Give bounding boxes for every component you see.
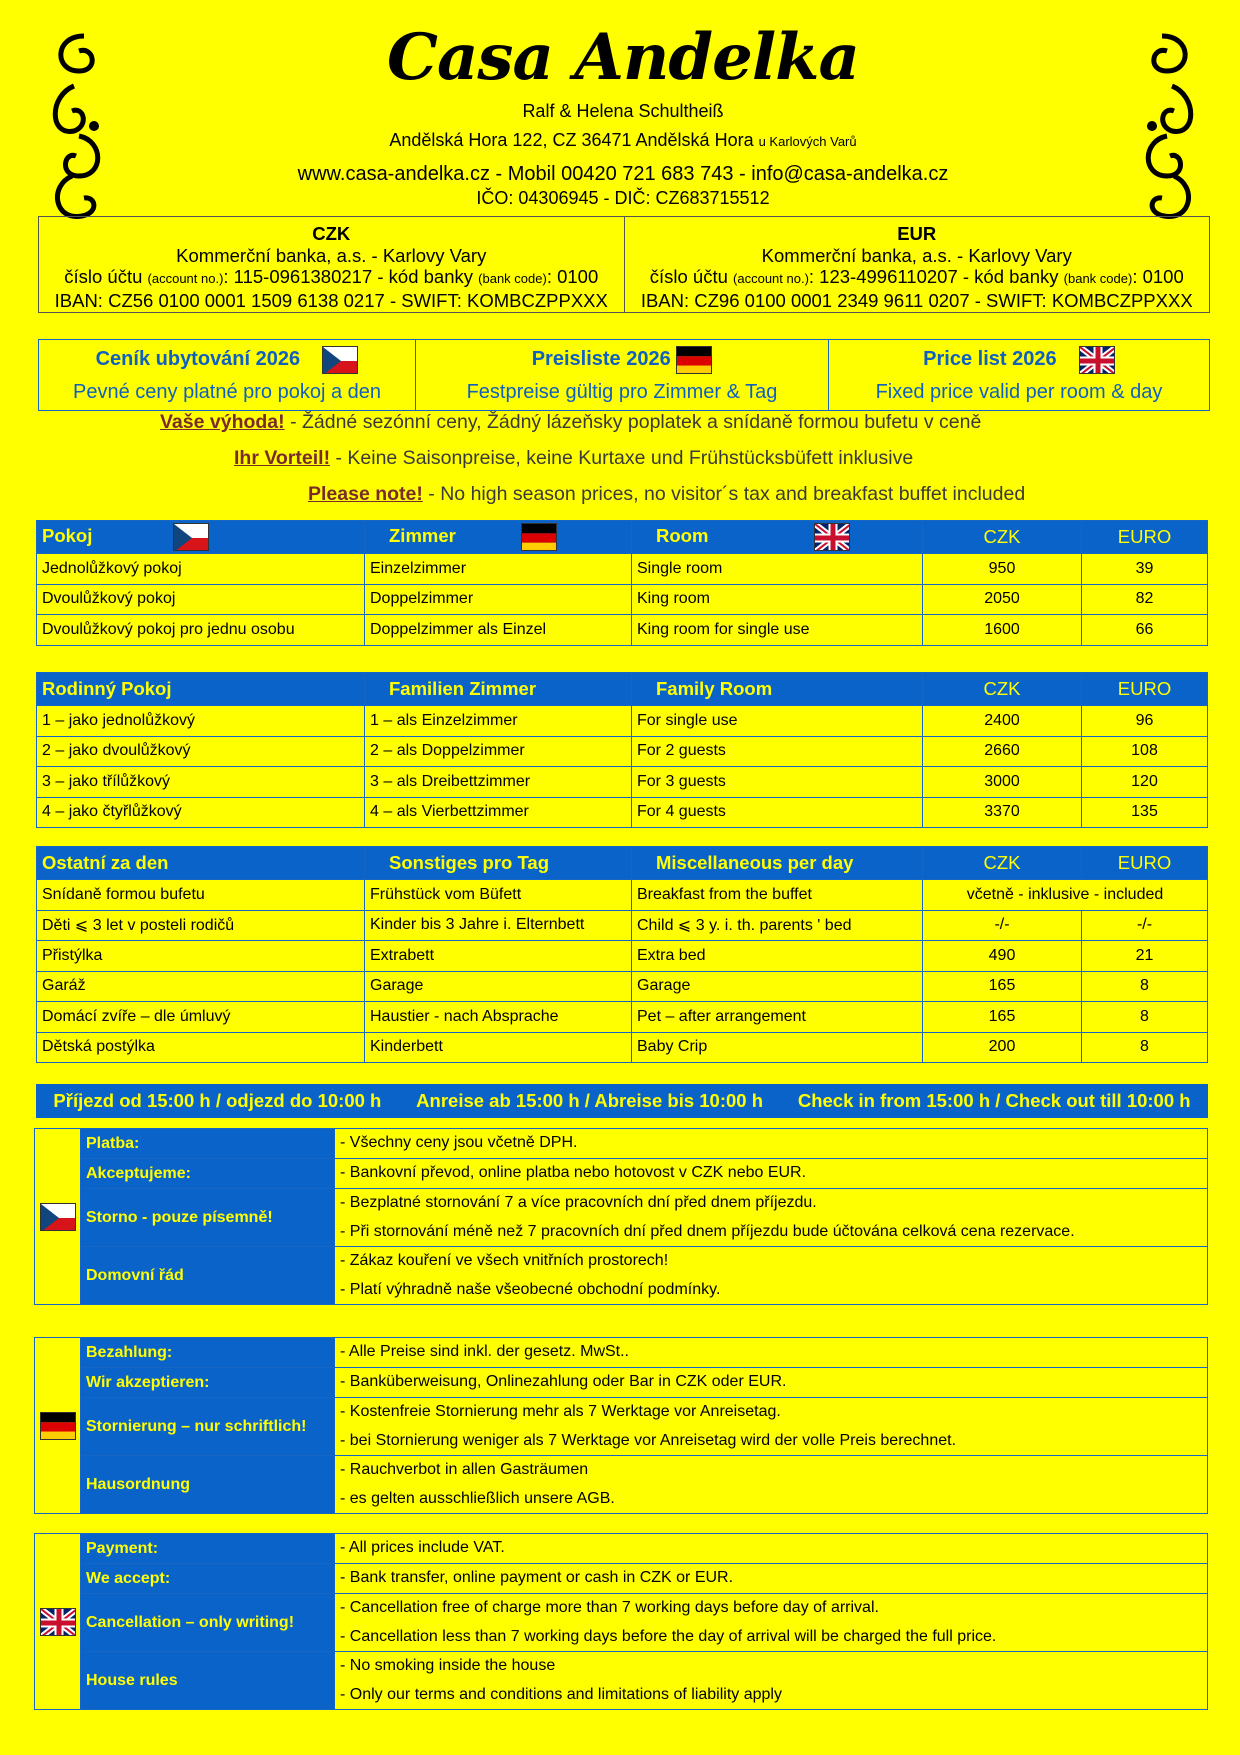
price-cell: 2050 bbox=[923, 584, 1082, 615]
room-cell: Child ⩽ 3 y. i. th. parents ' bed bbox=[632, 910, 923, 941]
info-label: Hausordnung bbox=[81, 1456, 335, 1514]
info-label: House rules bbox=[81, 1652, 335, 1710]
price-cell: 82 bbox=[1082, 584, 1208, 615]
de-flag-icon bbox=[521, 523, 557, 551]
uk-flag-icon bbox=[814, 523, 850, 551]
room-cell: Garage bbox=[632, 971, 923, 1002]
price-cell: 66 bbox=[1082, 615, 1208, 646]
uk-flag-icon bbox=[1079, 346, 1115, 374]
info-label: Bezahlung: bbox=[81, 1338, 335, 1368]
price-cell: 2400 bbox=[923, 706, 1082, 737]
room-cell: 2 – als Doppelzimmer bbox=[365, 736, 632, 767]
pricelist-en: Price list 2026 Fixed price valid per room & day bbox=[828, 340, 1209, 410]
room-cell: Haustier - nach Absprache bbox=[365, 1002, 632, 1033]
price-list-header bbox=[38, 339, 1210, 411]
price-cell: 2660 bbox=[923, 736, 1082, 767]
info-label: Domovní řád bbox=[81, 1247, 335, 1305]
info-row bbox=[35, 1338, 1208, 1368]
info-row bbox=[35, 1189, 1208, 1247]
info-row bbox=[35, 1534, 1208, 1564]
price-cell: 108 bbox=[1082, 736, 1208, 767]
room-cell: Kinderbett bbox=[365, 1032, 632, 1063]
room-cell: Baby Crip bbox=[632, 1032, 923, 1063]
price-cell: 8 bbox=[1082, 1032, 1208, 1063]
room-cell: King room for single use bbox=[632, 615, 923, 646]
info-value: - Zákaz kouření ve všech vnitřních prostorech! - Platí výhradně naše všeobecné obchodní podmínky. bbox=[335, 1247, 1208, 1305]
room-cell: For single use bbox=[632, 706, 923, 737]
table-header-row: Rodinný Pokoj Familien Zimmer Family Room CZK EURO bbox=[37, 673, 1208, 706]
room-cell: Garáž bbox=[37, 971, 365, 1002]
table-row bbox=[37, 736, 1208, 767]
misc-table bbox=[36, 846, 1208, 1063]
room-cell: Dětská postýlka bbox=[37, 1032, 365, 1063]
flag-cell bbox=[35, 1338, 81, 1514]
owners: Ralf & Helena Schultheiß bbox=[522, 101, 724, 121]
room-cell: 3 – als Dreibettzimmer bbox=[365, 767, 632, 798]
table-row bbox=[37, 1002, 1208, 1033]
room-cell: Kinder bis 3 Jahre i. Elternbett bbox=[365, 910, 632, 941]
table-header-row: Ostatní za den Sonstiges pro Tag Miscellaneous per day CZK EURO bbox=[37, 847, 1208, 880]
info-row bbox=[35, 1652, 1208, 1710]
info-row bbox=[35, 1594, 1208, 1652]
price-cell: 200 bbox=[923, 1032, 1082, 1063]
flag-cell bbox=[35, 1129, 81, 1305]
room-cell: 4 – als Vierbettzimmer bbox=[365, 797, 632, 828]
table-row bbox=[37, 1032, 1208, 1063]
price-cell: 120 bbox=[1082, 767, 1208, 798]
room-cell: Dvoulůžkový pokoj pro jednu osobu bbox=[37, 615, 365, 646]
info-row bbox=[35, 1398, 1208, 1456]
table-row bbox=[37, 971, 1208, 1002]
info-table-de bbox=[34, 1337, 1208, 1514]
info-label: Payment: bbox=[81, 1534, 335, 1564]
info-value: - No smoking inside the house - Only our terms and conditions and limitations of liability apply bbox=[335, 1652, 1208, 1710]
info-row bbox=[35, 1456, 1208, 1514]
table-row bbox=[37, 706, 1208, 737]
table-row: Snídaně formou bufetu Frühstück vom Büfett Breakfast from the buffet včetně - inklusive - included bbox=[37, 880, 1208, 911]
room-cell: Single room bbox=[632, 554, 923, 585]
room-cell: Doppelzimmer als Einzel bbox=[365, 615, 632, 646]
price-cell: 165 bbox=[923, 1002, 1082, 1033]
room-cell: Přistýlka bbox=[37, 941, 365, 972]
contact-line[interactable]: www.casa-andelka.cz - Mobil 00420 721 683 743 - info@casa-andelka.cz bbox=[297, 163, 949, 185]
table-row bbox=[37, 941, 1208, 972]
price-cell: 3370 bbox=[923, 797, 1082, 828]
info-table-en bbox=[34, 1533, 1208, 1710]
info-value: - Rauchverbot in allen Gasträumen - es gelten ausschließlich unsere AGB. bbox=[335, 1456, 1208, 1514]
family-rooms-table bbox=[36, 672, 1208, 828]
room-cell: Dvoulůžkový pokoj bbox=[37, 584, 365, 615]
info-row bbox=[35, 1129, 1208, 1159]
room-cell: Extra bed bbox=[632, 941, 923, 972]
room-cell: 3 – jako třílůžkový bbox=[37, 767, 365, 798]
price-cell: -/- bbox=[1082, 910, 1208, 941]
info-value: - Bankovní převod, online platba nebo hotovost v CZK nebo EUR. bbox=[335, 1159, 1208, 1189]
info-value: - Alle Preise sind inkl. der gesetz. MwSt.. bbox=[335, 1338, 1208, 1368]
room-cell: 2 – jako dvoulůžkový bbox=[37, 736, 365, 767]
room-cell: 1 – jako jednolůžkový bbox=[37, 706, 365, 737]
info-table-cz bbox=[34, 1128, 1208, 1305]
info-value: - Cancellation free of charge more than 7 working days before day of arrival. - Cancellation less than 7 working days before the day of arrival will be charged the full price. bbox=[335, 1594, 1208, 1652]
room-cell: Extrabett bbox=[365, 941, 632, 972]
address: Andělská Hora 122, CZ 36471 Andělská Hora u Karlových Varů bbox=[389, 130, 857, 150]
table-row bbox=[37, 797, 1208, 828]
info-row bbox=[35, 1247, 1208, 1305]
price-cell: 39 bbox=[1082, 554, 1208, 585]
price-cell: 8 bbox=[1082, 971, 1208, 1002]
header bbox=[36, 18, 1210, 218]
info-value: - Banküberweisung, Onlinezahlung oder Bar in CZK oder EUR. bbox=[335, 1368, 1208, 1398]
rooms-table bbox=[36, 520, 1208, 646]
uk-flag-icon bbox=[40, 1608, 76, 1636]
company-ids: IČO: 04306945 - DIČ: CZ683715512 bbox=[476, 188, 770, 208]
price-cell: 950 bbox=[923, 554, 1082, 585]
table-row bbox=[37, 554, 1208, 585]
cz-flag-icon bbox=[173, 523, 209, 551]
bank-details bbox=[38, 216, 1210, 313]
flourish-ornament-left bbox=[44, 26, 114, 226]
info-value: - All prices include VAT. bbox=[335, 1534, 1208, 1564]
cz-flag-icon bbox=[322, 346, 358, 374]
price-cell: 135 bbox=[1082, 797, 1208, 828]
info-label: Storno - pouze písemně! bbox=[81, 1189, 335, 1247]
room-cell: Doppelzimmer bbox=[365, 584, 632, 615]
room-cell: 4 – jako čtyřlůžkový bbox=[37, 797, 365, 828]
bank-eur: EUR Kommerční banka, a.s. - Karlovy Vary číslo účtu (account no.): 123-4996110207 - kód banky (bank code): 0100 IBAN: CZ96 0100 0001 2349 9611 0207 - SWIFT: KOMBCZPPXXX bbox=[624, 217, 1210, 312]
room-cell: Garage bbox=[365, 971, 632, 1002]
info-label: Cancellation – only writing! bbox=[81, 1594, 335, 1652]
page-title: Casa Andelka bbox=[387, 20, 859, 95]
price-cell: 1600 bbox=[923, 615, 1082, 646]
de-flag-icon bbox=[40, 1412, 76, 1440]
flourish-ornament-right bbox=[1132, 26, 1202, 226]
info-value: - Bezplatné stornování 7 a více pracovních dní před dnem příjezdu. - Při stornování méně než 7 pracovních dní před dnem příjezdu bude účtována celková cena rezervace. bbox=[335, 1189, 1208, 1247]
price-cell: 490 bbox=[923, 941, 1082, 972]
table-header-row: Pokoj Zimmer Room CZK EURO bbox=[37, 521, 1208, 554]
info-row bbox=[35, 1564, 1208, 1594]
room-cell: King room bbox=[632, 584, 923, 615]
price-cell: 3000 bbox=[923, 767, 1082, 798]
room-cell: For 4 guests bbox=[632, 797, 923, 828]
checkin-bar: Příjezd od 15:00 h / odjezd do 10:00 h Anreise ab 15:00 h / Abreise bis 10:00 h Check in from 15:00 h / Check out till 10:00 h bbox=[36, 1084, 1208, 1118]
room-cell: Einzelzimmer bbox=[365, 554, 632, 585]
room-cell: Jednolůžkový pokoj bbox=[37, 554, 365, 585]
cz-flag-icon bbox=[40, 1203, 76, 1231]
info-row bbox=[35, 1368, 1208, 1398]
info-label: We accept: bbox=[81, 1564, 335, 1594]
de-flag-icon bbox=[676, 346, 712, 374]
info-label: Stornierung – nur schriftlich! bbox=[81, 1398, 335, 1456]
bank-czk: CZK Kommerční banka, a.s. - Karlovy Vary číslo účtu (account no.): 115-0961380217 - kód banky (bank code): 0100 IBAN: CZ56 0100 0001 1509 6138 0217 - SWIFT: KOMBCZPPXXX bbox=[54, 223, 608, 311]
room-cell: For 3 guests bbox=[632, 767, 923, 798]
table-row bbox=[37, 615, 1208, 646]
table-row bbox=[37, 584, 1208, 615]
pricelist-cz: Ceník ubytování 2026 Pevné ceny platné pro pokoj a den bbox=[39, 340, 415, 410]
info-value: - Bank transfer, online payment or cash in CZK or EUR. bbox=[335, 1564, 1208, 1594]
price-cell: 165 bbox=[923, 971, 1082, 1002]
info-label: Platba: bbox=[81, 1129, 335, 1159]
pricelist-de: Preisliste 2026 Festpreise gültig pro Zimmer & Tag bbox=[415, 340, 828, 410]
note-en: Please note! - No high season prices, no visitor´s tax and breakfast buffet included bbox=[308, 483, 1026, 505]
info-value: - Všechny ceny jsou včetně DPH. bbox=[335, 1129, 1208, 1159]
note-cz: Vaše výhoda! - Žádné sezónní ceny, Žádný lázeňsky poplatek a snídaně formou bufetu v ceně bbox=[160, 411, 982, 433]
note-de: Ihr Vorteil! - Keine Saisonpreise, keine Kurtaxe und Frühstücksbüfett inklusive bbox=[234, 447, 914, 469]
price-cell: 21 bbox=[1082, 941, 1208, 972]
room-cell: For 2 guests bbox=[632, 736, 923, 767]
room-cell: Děti ⩽ 3 let v posteli rodičů bbox=[37, 910, 365, 941]
room-cell: Pet – after arrangement bbox=[632, 1002, 923, 1033]
room-cell: Domácí zvíře – dle úmluvý bbox=[37, 1002, 365, 1033]
info-value: - Kostenfreie Stornierung mehr als 7 Werktage vor Anreisetag. - bei Stornierung weniger als 7 Werktage vor Anreisetag wird der volle Preis berechnet. bbox=[335, 1398, 1208, 1456]
price-cell: -/- bbox=[923, 910, 1082, 941]
info-row bbox=[35, 1159, 1208, 1189]
price-cell: 96 bbox=[1082, 706, 1208, 737]
table-row bbox=[37, 767, 1208, 798]
flag-cell bbox=[35, 1534, 81, 1710]
price-cell: 8 bbox=[1082, 1002, 1208, 1033]
table-row bbox=[37, 910, 1208, 941]
info-label: Wir akzeptieren: bbox=[81, 1368, 335, 1398]
room-cell: 1 – als Einzelzimmer bbox=[365, 706, 632, 737]
info-label: Akceptujeme: bbox=[81, 1159, 335, 1189]
